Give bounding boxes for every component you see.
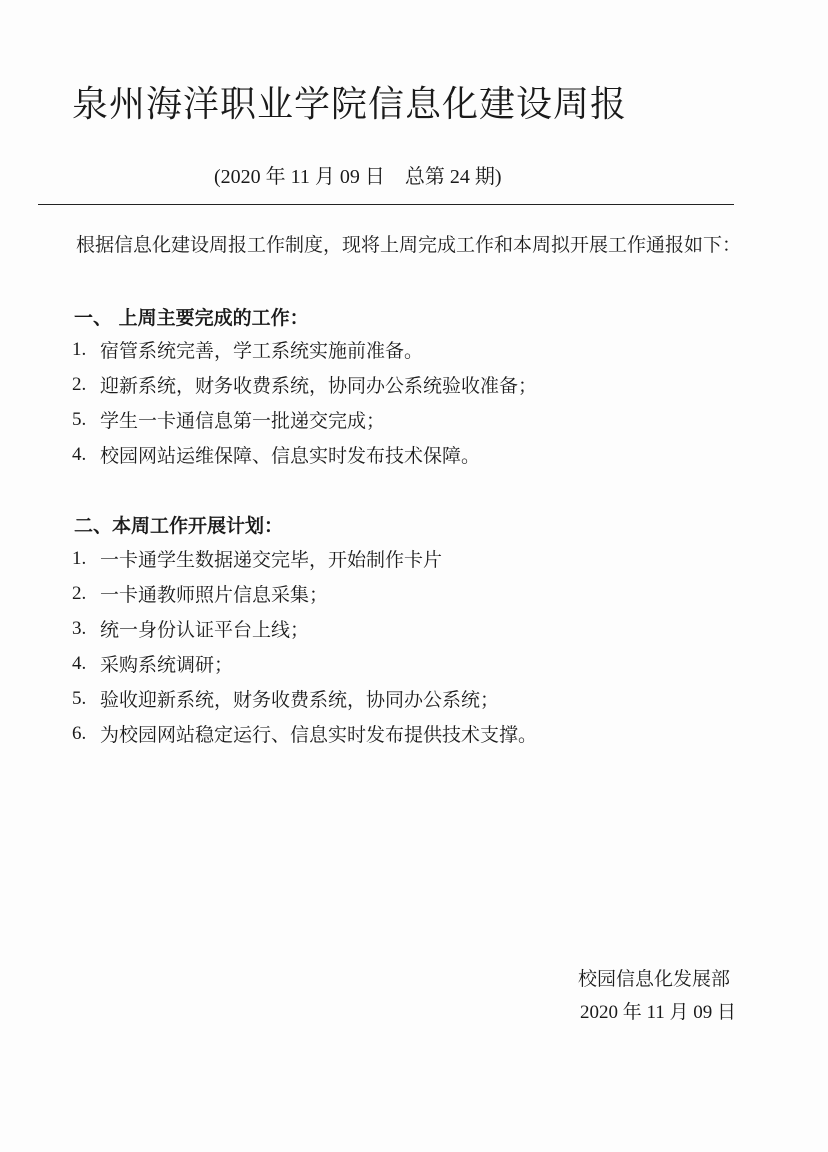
document-title: 泉州海洋职业学院信息化建设周报 (72, 84, 628, 125)
list-item (72, 611, 537, 646)
item-text: 采购系统调研； (100, 654, 234, 676)
item-number: 1. (72, 547, 87, 569)
intro-text: 根据信息化建设周报工作制度，现将上周完成工作和本周拟开展工作通报如下： (76, 234, 742, 256)
list-item (72, 716, 537, 751)
item-number: 4. (72, 443, 87, 465)
section1-heading: 一、 上周主要完成的工作： (74, 307, 309, 329)
list-item (72, 367, 537, 402)
item-text: 验收迎新系统，财务收费系统，协同办公系统； (100, 689, 500, 711)
issue-line: (2020 年 11 月 09 日 总第 24 期) (214, 166, 502, 188)
list-item (72, 646, 537, 681)
title-divider (38, 204, 734, 205)
item-text: 宿管系统完善，学工系统实施前准备。 (100, 340, 424, 362)
list-item (72, 437, 537, 472)
signature-block (578, 962, 736, 1030)
item-number: 5. (72, 687, 87, 709)
list-item (72, 332, 537, 367)
item-number: 2. (72, 582, 87, 604)
section2-list (72, 541, 537, 751)
item-text: 统一身份认证平台上线； (100, 619, 310, 641)
list-item (72, 681, 537, 716)
item-text: 一卡通教师照片信息采集； (100, 584, 329, 606)
intro-paragraph (20, 230, 806, 261)
list-item (72, 402, 537, 437)
signature-department: 校园信息化发展部 (578, 968, 731, 990)
item-number: 5. (72, 408, 87, 430)
item-text: 一卡通学生数据递交完毕，开始制作卡片 (100, 549, 443, 571)
list-item (72, 541, 537, 576)
section2-heading: 二、本周工作开展计划： (74, 515, 284, 537)
item-text: 校园网站运维保障、信息实时发布技术保障。 (100, 445, 481, 467)
list-item (72, 576, 537, 611)
item-text: 迎新系统，财务收费系统，协同办公系统验收准备； (100, 375, 538, 397)
item-number: 6. (72, 722, 87, 744)
item-text: 学生一卡通信息第一批递交完成； (100, 410, 386, 432)
signature-date: 2020 年 11 月 09 日 (580, 1002, 737, 1023)
item-text: 为校园网站稳定运行、信息实时发布提供技术支撑。 (100, 724, 538, 746)
item-number: 1. (72, 338, 87, 360)
item-number: 4. (72, 652, 87, 674)
item-number: 3. (72, 617, 87, 639)
item-number: 2. (72, 373, 87, 395)
section1-list (72, 332, 537, 472)
